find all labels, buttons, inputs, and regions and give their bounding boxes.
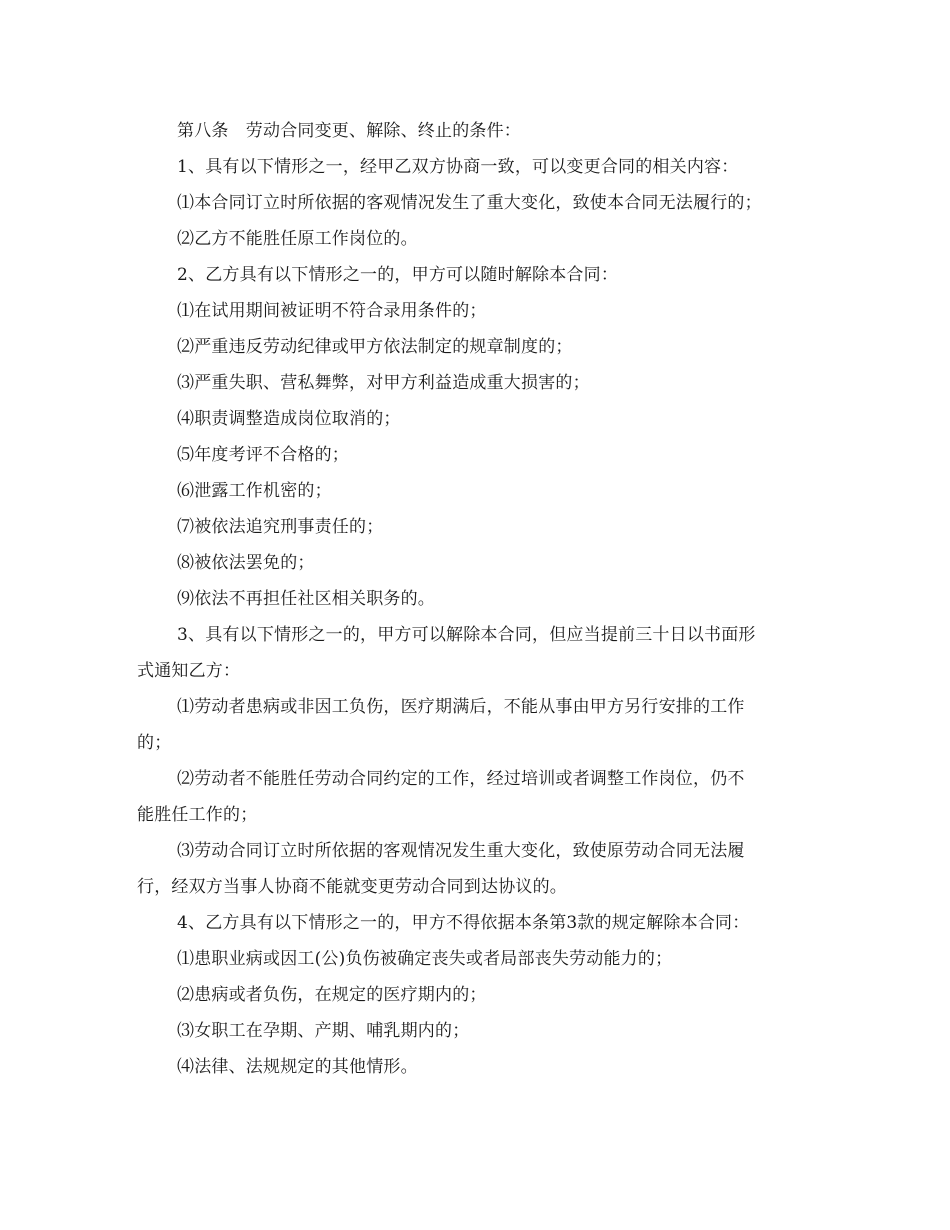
section-4-item: ⑴患职业病或因工(公)负伤被确定丧失或者局部丧失劳动能力的； — [177, 949, 673, 969]
section-4-item: ⑶女职工在孕期、产期、哺乳期内的； — [177, 1021, 470, 1041]
section-3-item-3-line-2: 行，经双方当事人协商不能就变更劳动合同到达协议的。 — [137, 877, 567, 897]
section-3-item-1-line-1: ⑴劳动者患病或非因工负伤，医疗期满后，不能从事由甲方另行安排的工作 — [177, 697, 745, 717]
section-2-item: ⑴在试用期间被证明不符合录用条件的； — [177, 301, 487, 321]
section-2-intro: 2、乙方具有以下情形之一的，甲方可以随时解除本合同： — [177, 265, 619, 285]
section-2-item: ⑷职责调整造成岗位取消的； — [177, 409, 401, 429]
article-body — [137, 113, 805, 1085]
article-heading: 第八条 劳动合同变更、解除、终止的条件： — [177, 121, 521, 141]
section-2-item: ⑵严重违反劳动纪律或甲方依法制定的规章制度的； — [177, 337, 573, 357]
section-1-intro: 1、具有以下情形之一，经甲乙双方协商一致，可以变更合同的相关内容： — [177, 157, 739, 177]
section-2-item: ⑸年度考评不合格的； — [177, 445, 349, 465]
section-4-intro: 4、乙方具有以下情形之一的，甲方不得依据本条第3款的规定解除本合同： — [177, 913, 750, 933]
section-2-item: ⑺被依法追究刑事责任的； — [177, 517, 384, 537]
section-3-intro-line-2: 式通知乙方： — [137, 661, 241, 681]
section-4-item: ⑷法律、法规规定的其他情形。 — [177, 1057, 418, 1077]
section-4-item: ⑵患病或者负伤，在规定的医疗期内的； — [177, 985, 487, 1005]
section-2-item: ⑼依法不再担任社区相关职务的。 — [177, 589, 435, 609]
section-3-item-3-line-1: ⑶劳动合同订立时所依据的客观情况发生重大变化，致使原劳动合同无法履 — [177, 841, 745, 861]
section-2-item: ⑹泄露工作机密的； — [177, 481, 332, 501]
section-3-intro-line-1: 3、具有以下情形之一的，甲方可以解除本合同，但应当提前三十日以书面形 — [177, 625, 756, 645]
section-2-item: ⑻被依法罢免的； — [177, 553, 315, 573]
section-1-item: ⑴本合同订立时所依据的客观情况发生了重大变化，致使本合同无法履行的； — [177, 193, 762, 213]
section-3-item-1-line-2: 的； — [137, 733, 172, 753]
section-2-item: ⑶严重失职、营私舞弊，对甲方利益造成重大损害的； — [177, 373, 590, 393]
section-3-item-2-line-2: 能胜任工作的； — [137, 805, 258, 825]
section-3-item-2-line-1: ⑵劳动者不能胜任劳动合同约定的工作，经过培训或者调整工作岗位，仍不 — [177, 769, 745, 789]
section-1-item: ⑵乙方不能胜任原工作岗位的。 — [177, 229, 418, 249]
